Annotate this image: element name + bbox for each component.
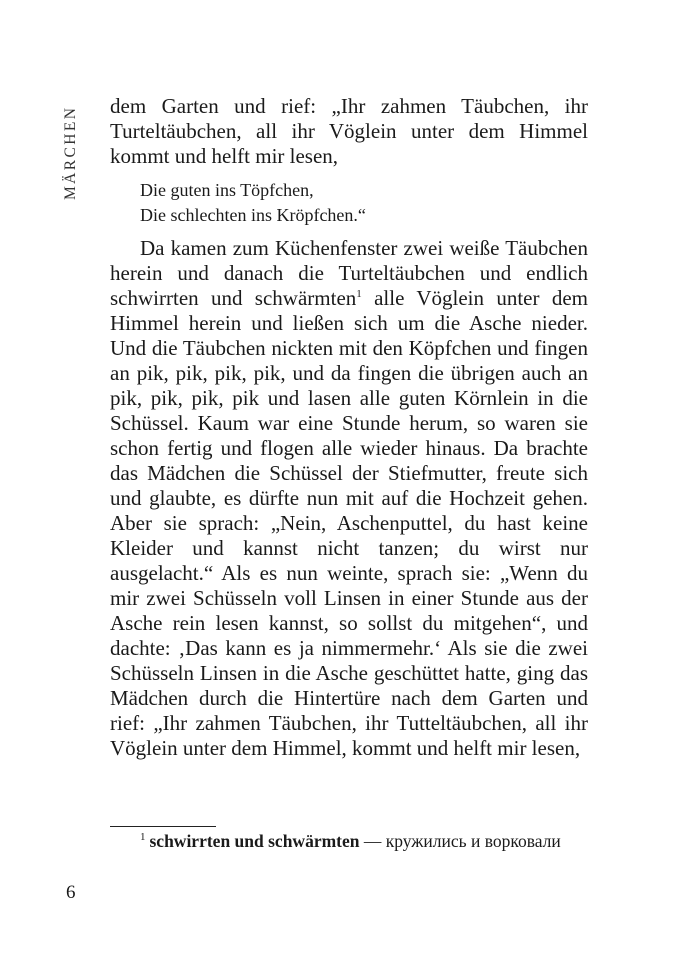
paragraph-2 (110, 236, 588, 761)
footnote-term: schwirrten und schwärmten (149, 831, 360, 851)
footnote (110, 829, 588, 853)
main-text (110, 94, 588, 761)
verse (140, 178, 588, 228)
verse-line-2: Die schlechten ins Kröpfchen.“ (140, 205, 366, 225)
running-head: MÄRCHEN (62, 105, 79, 200)
footnote-definition: — кружились и ворковали (359, 831, 561, 851)
footnote-reference: 1 (356, 288, 362, 300)
verse-line-1: Die guten ins Töpfchen, (140, 180, 314, 200)
footnote-divider (110, 826, 216, 827)
paragraph-2-part-2: alle Vöglein unter dem Himmel herein und ließen sich um die Asche nieder. Und die Täubchen nickten mit den Köpfchen und fingen an pik, pik, pik, pik, und da fingen die übrigen auch an pik, pik, pik, pik und lasen alle guten Körnlein in die Schüssel. Kaum war eine Stunde herum, so waren sie schon fertig und flogen alle wieder hinaus. Da brachte das Mädchen die Schüssel der Stiefmutter, freute sich und glaubte, es dürfte nun mit auf die Hochzeit gehen. Aber sie sprach: „Nein, Aschenputtel, du hast keine Kleider und kannst nicht tanzen; du wirst nur ausgelacht.“ Als es nun weinte, sprach sie: „Wenn du mir zwei Schüsseln voll Linsen in einer Stunde aus der Asche rein lesen kannst, so sollst du mitgehen“, und dachte: ‚Das kann es ja nimmermehr.‘ Als sie die zwei Schüsseln Linsen in die Asche geschüttet hatte, ging das Mädchen durch die Hintertüre nach dem Garten und rief: „Ihr zahmen Täubchen, ihr Tutteltäubchen, all ihr Vöglein unter dem Himmel, kommt und helft mir lesen, (110, 286, 588, 760)
paragraph-2-part-1: Da kamen zum Küchenfenster zwei weiße Täubchen herein und danach die Turteltäubchen und endlich schwirrten und schwärmten (110, 236, 588, 310)
paragraph-1: dem Garten und rief: „Ihr zahmen Täubchen, ihr Turteltäubchen, all ihr Vöglein unter dem Himmel kommt und helft mir lesen, (110, 94, 588, 168)
footnote-number: 1 (140, 831, 146, 844)
page-number: 6 (66, 882, 76, 903)
